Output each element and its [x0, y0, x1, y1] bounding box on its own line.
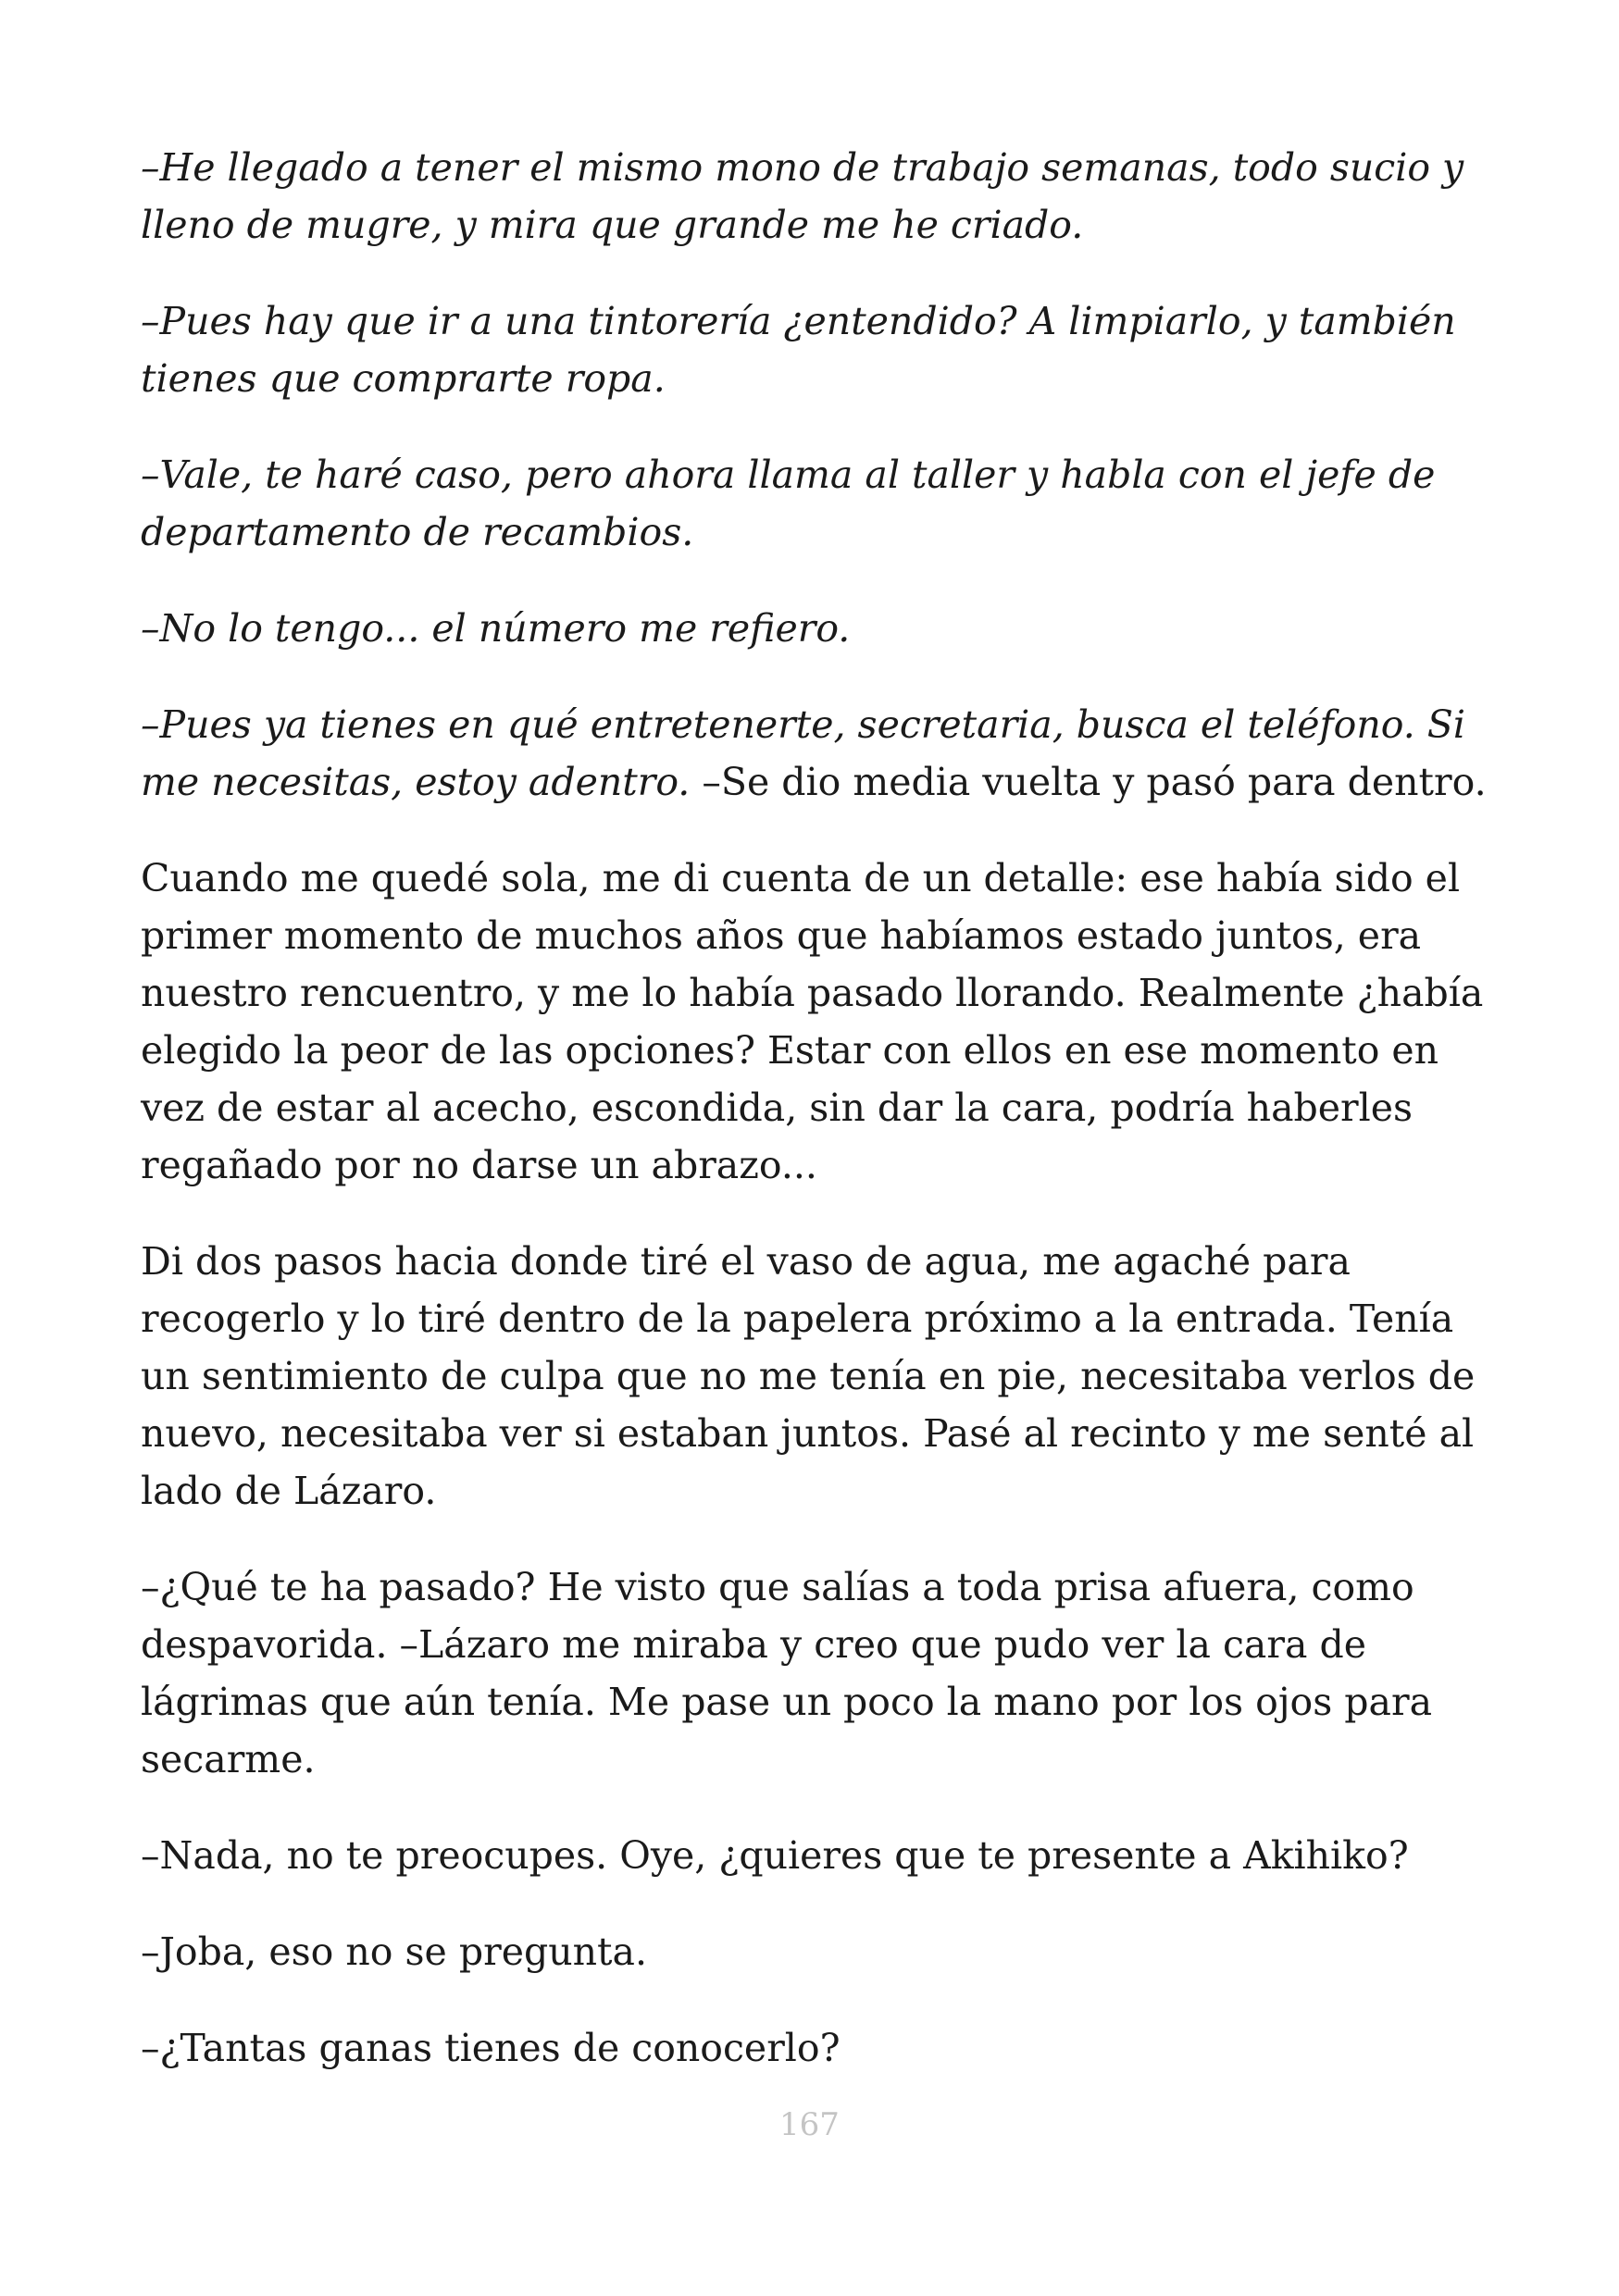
italic-text: –Vale, te haré caso, pero ahora llama al taller y habla con el jefe de departamento de recambios.: [141, 453, 1436, 554]
italic-text: –No lo tengo... el número me refiero.: [141, 606, 851, 651]
paragraph-9: [141, 1827, 1488, 1884]
plain-text: –Joba, eso no se pregunta.: [141, 1930, 647, 1974]
plain-text: –Se dio media vuelta y pasó para dentro.: [690, 760, 1487, 804]
page-number: 167: [779, 2106, 840, 2143]
paragraph-8: [141, 1558, 1488, 1788]
paragraph-11: [141, 2019, 1488, 2077]
paragraph-6: [141, 850, 1488, 1194]
italic-text: –Pues hay que ir a una tintorería ¿entendido? A limpiarlo, y también tienes que comprarte ropa.: [141, 299, 1456, 401]
paragraph-2: [141, 292, 1488, 407]
plain-text: –Nada, no te preocupes. Oye, ¿quieres que te presente a Akihiko?: [141, 1833, 1409, 1878]
plain-text: –¿Qué te ha pasado? He visto que salías a toda prisa afuera, como despavorida. –Lázaro me miraba y creo que pudo ver la cara de lágrimas que aún tenía. Me pase un poco la mano por los ojos para secarme.: [141, 1565, 1433, 1781]
body-text: [141, 139, 1488, 2077]
plain-text: Di dos pasos hacia donde tiré el vaso de agua, me agaché para recogerlo y lo tiré dentro de la papelera próximo a la entrada. Tenía un sentimiento de culpa que no me tenía en pie, necesitaba verlos de nuevo, necesitaba ver si estaban juntos. Pasé al recinto y me senté al lado de Lázaro.: [141, 1239, 1476, 1513]
italic-text: –Pues ya tienes en qué entretenerte, secretaria, busca el teléfono. Si me necesitas, estoy adentro.: [141, 702, 1465, 804]
italic-text: –He llegado a tener el mismo mono de trabajo semanas, todo sucio y lleno de mugre, y mira que grande me he criado.: [141, 145, 1464, 247]
paragraph-3: [141, 446, 1488, 561]
paragraph-5: [141, 696, 1488, 811]
plain-text: –¿Tantas ganas tienes de conocerlo?: [141, 2026, 841, 2070]
plain-text: Cuando me quedé sola, me di cuenta de un detalle: ese había sido el primer momento de muchos años que habíamos estado juntos, era nuestro rencuentro, y me lo había pasado llorando. Realmente ¿había elegido la peor de las opciones? Estar con ellos en ese momento en vez de estar al acecho, escondida, sin dar la cara, podría haberles regañado por no darse un abrazo...: [141, 856, 1484, 1187]
paragraph-10: [141, 1923, 1488, 1980]
paragraph-7: [141, 1233, 1488, 1520]
paragraph-1: [141, 139, 1488, 254]
paragraph-4: [141, 600, 1488, 657]
